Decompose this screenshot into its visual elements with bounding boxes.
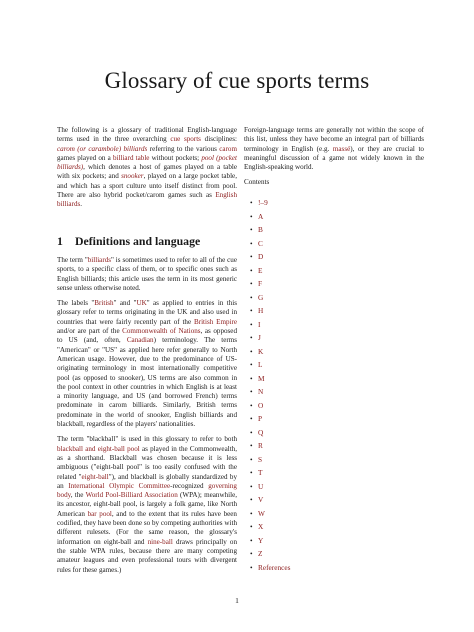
link-bar-pool[interactable]: bar pool (87, 509, 112, 518)
page-title: Glossary of cue sports terms (104, 68, 370, 93)
link-carom[interactable]: carom (219, 144, 237, 153)
toc-item[interactable]: • V (250, 493, 290, 507)
blackball-paragraph (57, 435, 237, 574)
link-wpa[interactable]: World Pool-Billiard Association (85, 491, 178, 500)
toc-item[interactable]: • U (250, 480, 290, 494)
text-run: The term " (57, 256, 88, 264)
section-body (57, 256, 237, 581)
section-title: Definitions and language (75, 234, 201, 248)
toc-item[interactable]: • B (250, 223, 290, 237)
text-run: as played in the Commonwealth, as a shorthand. Blackball was chosen because it is less ambiguous ("eight-ball pool" is too easily confused with the related " (57, 444, 237, 481)
text-run: Foreign-language terms are generally not within the scope of this list, unless they have become an integral part of billiards terminology in English (e.g. (244, 126, 424, 153)
link-commonwealth[interactable]: Commonwealth of Nations (122, 327, 201, 336)
text-run: , and to the extent that its rules have been codified, they have been done so by competing authorities with different rulesets. (For the same reason, the glossary's information on eight-ball and (57, 509, 237, 546)
text-run: draws principally on the stable WPA rules, because there are many competing amateur leagues and even professional tours with divergent rules for these games.) (57, 537, 237, 574)
table-of-contents (250, 196, 290, 574)
toc-item[interactable]: • !–9 (250, 196, 290, 210)
section-number: 1 (57, 234, 63, 248)
text-run: , which denotes a host of games played on a table with six pockets; and (57, 163, 237, 181)
text-run: disciplines: (200, 135, 237, 144)
foreign-terms-paragraph (244, 126, 424, 172)
toc-item[interactable]: • F (250, 277, 290, 291)
toc-item[interactable]: • R (250, 439, 290, 453)
link-masse[interactable]: massé (332, 144, 351, 153)
toc-item[interactable]: • I (250, 318, 290, 332)
toc-item[interactable]: • C (250, 237, 290, 251)
intro-column (57, 126, 237, 216)
link-eight-ball[interactable]: eight-ball (81, 472, 109, 481)
contents-label: Contents (244, 178, 270, 187)
text-run: without pockets; (149, 153, 202, 162)
text-run: The labels " (57, 299, 95, 308)
toc-item[interactable]: • W (250, 507, 290, 521)
toc-item[interactable]: • D (250, 250, 290, 264)
link-billiards[interactable]: billiards (87, 256, 111, 264)
toc-item[interactable]: • Y (250, 534, 290, 548)
toc-item[interactable]: • L (250, 358, 290, 372)
link-billiard-table[interactable]: billiard table (113, 153, 150, 162)
toc-item[interactable]: • References (250, 561, 290, 575)
text-run: ), or they are crucial to meaningful discussion of a game not widely known in the English-speaking world. (244, 144, 424, 172)
link-british-empire[interactable]: British Empire (193, 317, 238, 326)
text-run: "), and blackball is globally standardized by an (57, 472, 237, 490)
text-run: games played on a (57, 153, 113, 162)
text-run: " is sometimes used to refer to all of the cue sports, to a specific class of them, or to specific ones such as English billiards; this article uses the term in its most generic sense unless otherwise noted. (57, 256, 237, 292)
billiards-term-paragraph (57, 256, 237, 293)
text-run: . (80, 200, 83, 209)
text-run: The following is a glossary of traditional English-language terms used in the three overarching (57, 126, 237, 144)
toc-item[interactable]: • P (250, 412, 290, 426)
text-run: , the (70, 491, 86, 500)
section-heading (57, 234, 257, 249)
intro-paragraph (57, 126, 237, 210)
link-snooker[interactable]: snooker (121, 172, 144, 181)
link-cue-sports[interactable]: cue sports (170, 135, 201, 144)
link-english-billiards[interactable]: English billiards (57, 191, 237, 209)
text-run: (WPA); meanwhile, its ancestor, eight-ball pool, is largely a folk game, like North American (57, 491, 237, 518)
toc-item[interactable]: • Q (250, 426, 290, 440)
toc-item[interactable]: • Z (250, 547, 290, 561)
toc-item[interactable]: • T (250, 466, 290, 480)
toc-item[interactable]: • N (250, 385, 290, 399)
labels-paragraph (57, 299, 237, 429)
text-run: , as opposed to US (and, often, (57, 327, 237, 345)
toc-item[interactable]: • M (250, 372, 290, 386)
page-number: 1 (235, 596, 239, 605)
text-run: and/or are part of the (57, 327, 123, 336)
text-run: , played on a large pocket table, and which has a sport culture unto itself distinct from pool. There are also hybrid pocket/carom games such as (57, 172, 237, 200)
toc-item[interactable]: • X (250, 520, 290, 534)
link-carom-billiards[interactable]: carom (or carambole) billiards (57, 144, 148, 153)
toc-item[interactable]: • S (250, 453, 290, 467)
link-nine-ball[interactable]: nine-ball (147, 537, 173, 546)
link-canadian[interactable]: Canadian (126, 336, 154, 345)
text-run: referring to the various (147, 144, 220, 153)
toc-item[interactable]: • H (250, 304, 290, 318)
text-run: The term "blackball" is used in this glossary to refer to both (57, 435, 237, 444)
toc-item[interactable]: • A (250, 210, 290, 224)
toc-item[interactable]: • J (250, 331, 290, 345)
link-uk[interactable]: UK (136, 299, 147, 308)
right-intro-column (244, 126, 424, 186)
link-ioc[interactable]: International Olympic Committee (68, 481, 171, 490)
text-run: " and " (113, 299, 137, 308)
link-pool[interactable]: pool (pocket billiards) (57, 153, 237, 172)
text-run: " as applied to entries in this glossary refer to terms originating in the UK and also used in countries that were fairly recently part of the (57, 299, 237, 326)
link-british[interactable]: British (94, 299, 114, 308)
link-blackball[interactable]: blackball and eight-ball pool (57, 444, 140, 453)
text-run: -recognized (170, 481, 209, 490)
link-governing-body[interactable]: governing body (57, 481, 237, 500)
toc-item[interactable]: • G (250, 291, 290, 305)
text-run: ) terminology. The terms "American" or "US" as applied here refer generally to North American usage. However, due to the predominance of US-originating terminology in most internationally competitive pool (as opposed to snooker), US terms are also common in the pool context in other countries in which English is at least a minority language, and US (and borrowed French) terms predominate in carom billiards. Similarly, British terms predominate in the world of snooker, English billiards and blackball, regardless of the players' nationalities. (57, 336, 237, 429)
toc-item[interactable]: • K (250, 345, 290, 359)
toc-item[interactable]: • E (250, 264, 290, 278)
toc-item[interactable]: • O (250, 399, 290, 413)
